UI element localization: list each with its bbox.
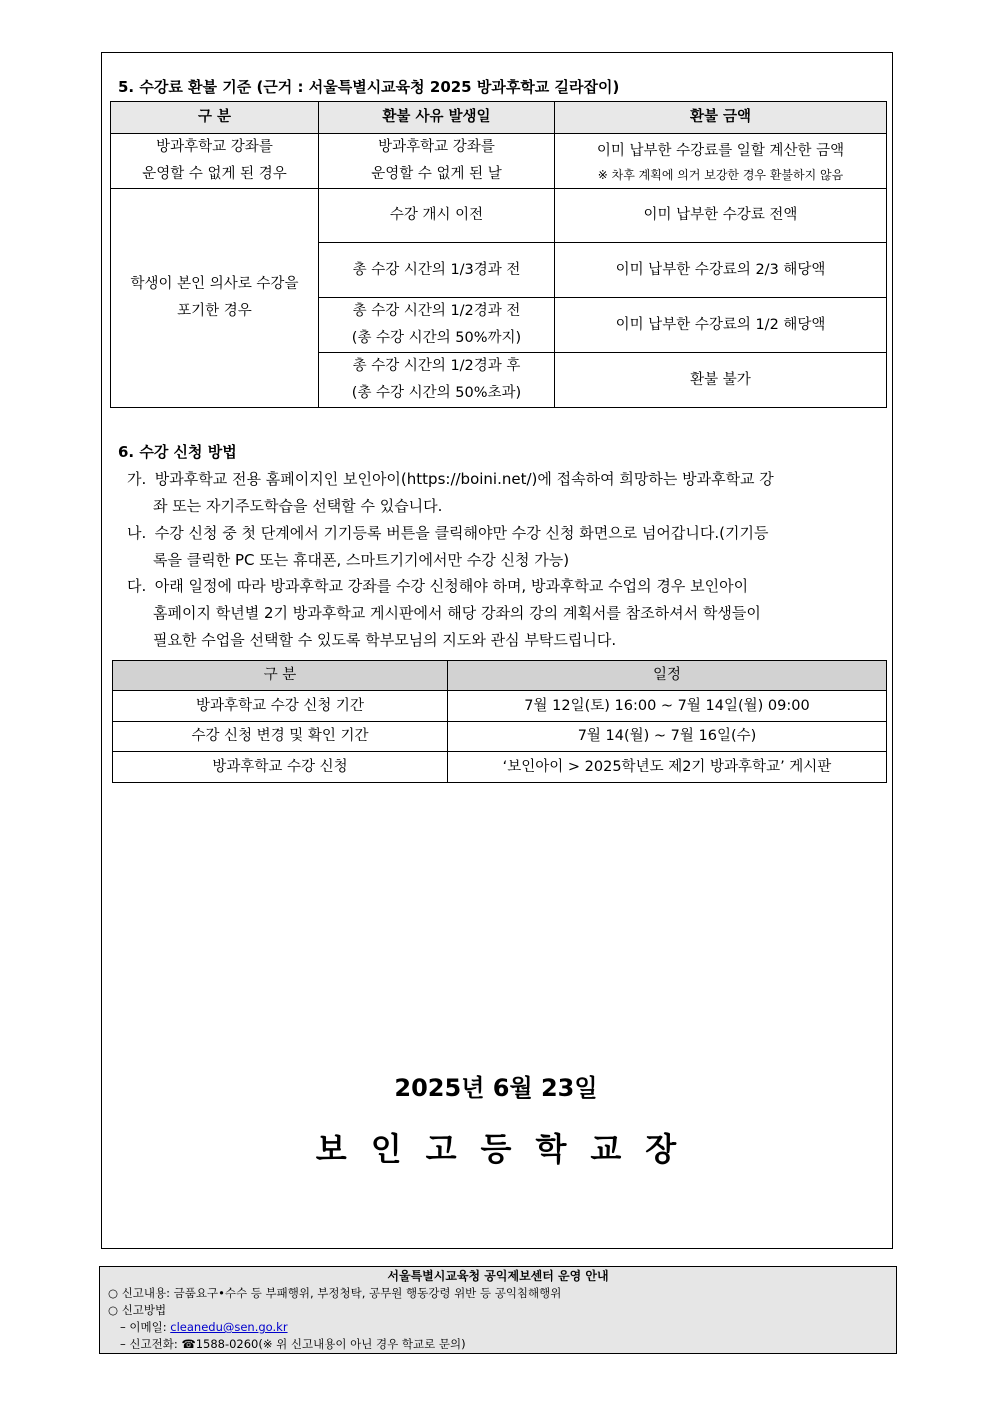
cell-text: 포기한 경우 <box>177 303 252 319</box>
list-item <box>127 520 879 574</box>
refund-cell <box>555 243 887 298</box>
item-text: 록을 클릭한 PC 또는 휴대폰, 스마트기기에서만 수강 신청 가능) <box>153 551 570 569</box>
refund-header-date: 환불 사유 발생일 <box>319 102 555 134</box>
refund-cell <box>555 189 887 243</box>
refund-cell <box>555 298 887 353</box>
item-label: 나. <box>127 524 147 542</box>
schedule-header-schedule: 일정 <box>448 661 887 691</box>
section5-title: 5. 수강료 환불 기준 (근거 : 서울특별시교육청 2025 방과후학교 길라잡이) <box>118 78 620 96</box>
cell-text: (총 수강 시간의 50%초과) <box>351 385 522 401</box>
table-row <box>113 691 887 722</box>
item-text: 수강 신청 중 첫 단계에서 기기등록 버튼을 클릭해야만 수강 신청 화면으로 넘어갑니다.(기기등 <box>154 524 769 542</box>
footer-title: 서울특별시교육청 공익제보센터 운영 안내 <box>387 1269 609 1283</box>
cell-text: 총 수강 시간의 1/2경과 전 <box>352 303 521 319</box>
schedule-header-category: 구 분 <box>113 661 448 691</box>
schedule-cell: 방과후학교 수강 신청 <box>113 752 448 783</box>
refund-cell <box>319 243 555 298</box>
refund-cell <box>319 189 555 243</box>
schedule-cell: 7월 12일(토) 16:00 ~ 7월 14일(월) 09:00 <box>448 691 887 722</box>
cell-text: 이미 납부한 수강료를 일할 계산한 금액 <box>596 142 845 159</box>
footer-line: ○ 신고내용: 금품요구•수수 등 부패행위, 부정청탁, 공무원 행동강령 위반 등 공익침해행위 <box>108 1286 562 1300</box>
footer-phone-line: – 신고전화: ☎1588-0260(※ 위 신고내용이 아닌 경우 학교로 문의) <box>120 1337 466 1351</box>
cell-note: ※ 차후 계획에 의거 보강한 경우 환불하지 않음 <box>597 167 844 182</box>
cell-text: 이미 납부한 수강료 전액 <box>643 207 798 223</box>
item-text: 홈페이지 학년별 2기 방과후학교 게시판에서 해당 강좌의 강의 계획서를 참조하셔서 학생들이 <box>153 604 761 622</box>
refund-header-category: 구 분 <box>111 102 319 134</box>
footer-email-line <box>108 1319 888 1336</box>
cell-text: 방과후학교 강좌를 <box>378 139 495 155</box>
refund-table <box>110 101 887 408</box>
refund-cell <box>555 134 887 189</box>
item-label: 가. <box>127 470 147 488</box>
refund-cell <box>319 134 555 189</box>
email-link[interactable]: cleanedu@sen.go.kr <box>170 1320 288 1334</box>
cell-text: 이미 납부한 수강료의 1/2 해당액 <box>615 316 826 333</box>
table-row <box>113 752 887 783</box>
cell-text: 총 수강 시간의 1/2경과 후 <box>352 358 521 374</box>
cell-text: (총 수강 시간의 50%까지) <box>351 330 522 346</box>
cell-text: 총 수강 시간의 1/3경과 전 <box>352 261 521 278</box>
schedule-table <box>112 660 887 783</box>
table-row <box>111 189 887 243</box>
refund-cell <box>319 353 555 408</box>
refund-header-amount: 환불 금액 <box>555 102 887 134</box>
list-item <box>127 573 879 654</box>
cell-text: 환불 불가 <box>690 371 751 388</box>
schedule-cell: ‘보인아이 > 2025학년도 제2기 방과후학교’ 게시판 <box>448 752 887 783</box>
cell-text: 이미 납부한 수강료의 2/3 해당액 <box>615 261 826 278</box>
item-label: 다. <box>127 577 147 595</box>
item-text: 아래 일정에 따라 방과후학교 강좌를 수강 신청해야 하며, 방과후학교 수업의 경우 보인아이 <box>154 577 749 595</box>
cell-text: 학생이 본인 의사로 수강을 <box>130 276 299 292</box>
refund-cell <box>555 353 887 408</box>
refund-cell <box>111 189 319 408</box>
section6-title: 6. 수강 신청 방법 <box>118 443 237 461</box>
item-text: 좌 또는 자기주도학습을 선택할 수 있습니다. <box>153 497 443 515</box>
cell-text: 수강 개시 이전 <box>389 207 484 223</box>
item-text: 필요한 수업을 선택할 수 있도록 학부모님의 지도와 관심 부탁드립니다. <box>153 631 617 649</box>
cell-text: 운영할 수 없게 된 경우 <box>142 166 287 182</box>
document-date: 2025년 6월 23일 <box>394 1074 598 1102</box>
schedule-cell: 방과후학교 수강 신청 기간 <box>113 691 448 722</box>
schedule-cell: 수강 신청 변경 및 확인 기간 <box>113 722 448 752</box>
schedule-cell: 7월 14(월) ~ 7월 16일(수) <box>448 722 887 752</box>
list-item <box>127 466 879 520</box>
refund-cell <box>319 298 555 353</box>
cell-text: 방과후학교 강좌를 <box>156 139 273 155</box>
cell-text: 운영할 수 없게 된 날 <box>371 166 502 182</box>
item-text: 방과후학교 전용 홈페이지인 보인아이(https://boini.net/)에 접속하여 희망하는 방과후학교 강 <box>154 470 774 488</box>
table-row <box>113 722 887 752</box>
refund-cell <box>111 134 319 189</box>
principal-signature: 보인고등학교장 <box>315 1130 701 1168</box>
footer-line: ○ 신고방법 <box>108 1303 167 1317</box>
email-label: – 이메일: <box>120 1320 171 1334</box>
table-row <box>111 134 887 189</box>
footer-notice <box>99 1266 897 1354</box>
